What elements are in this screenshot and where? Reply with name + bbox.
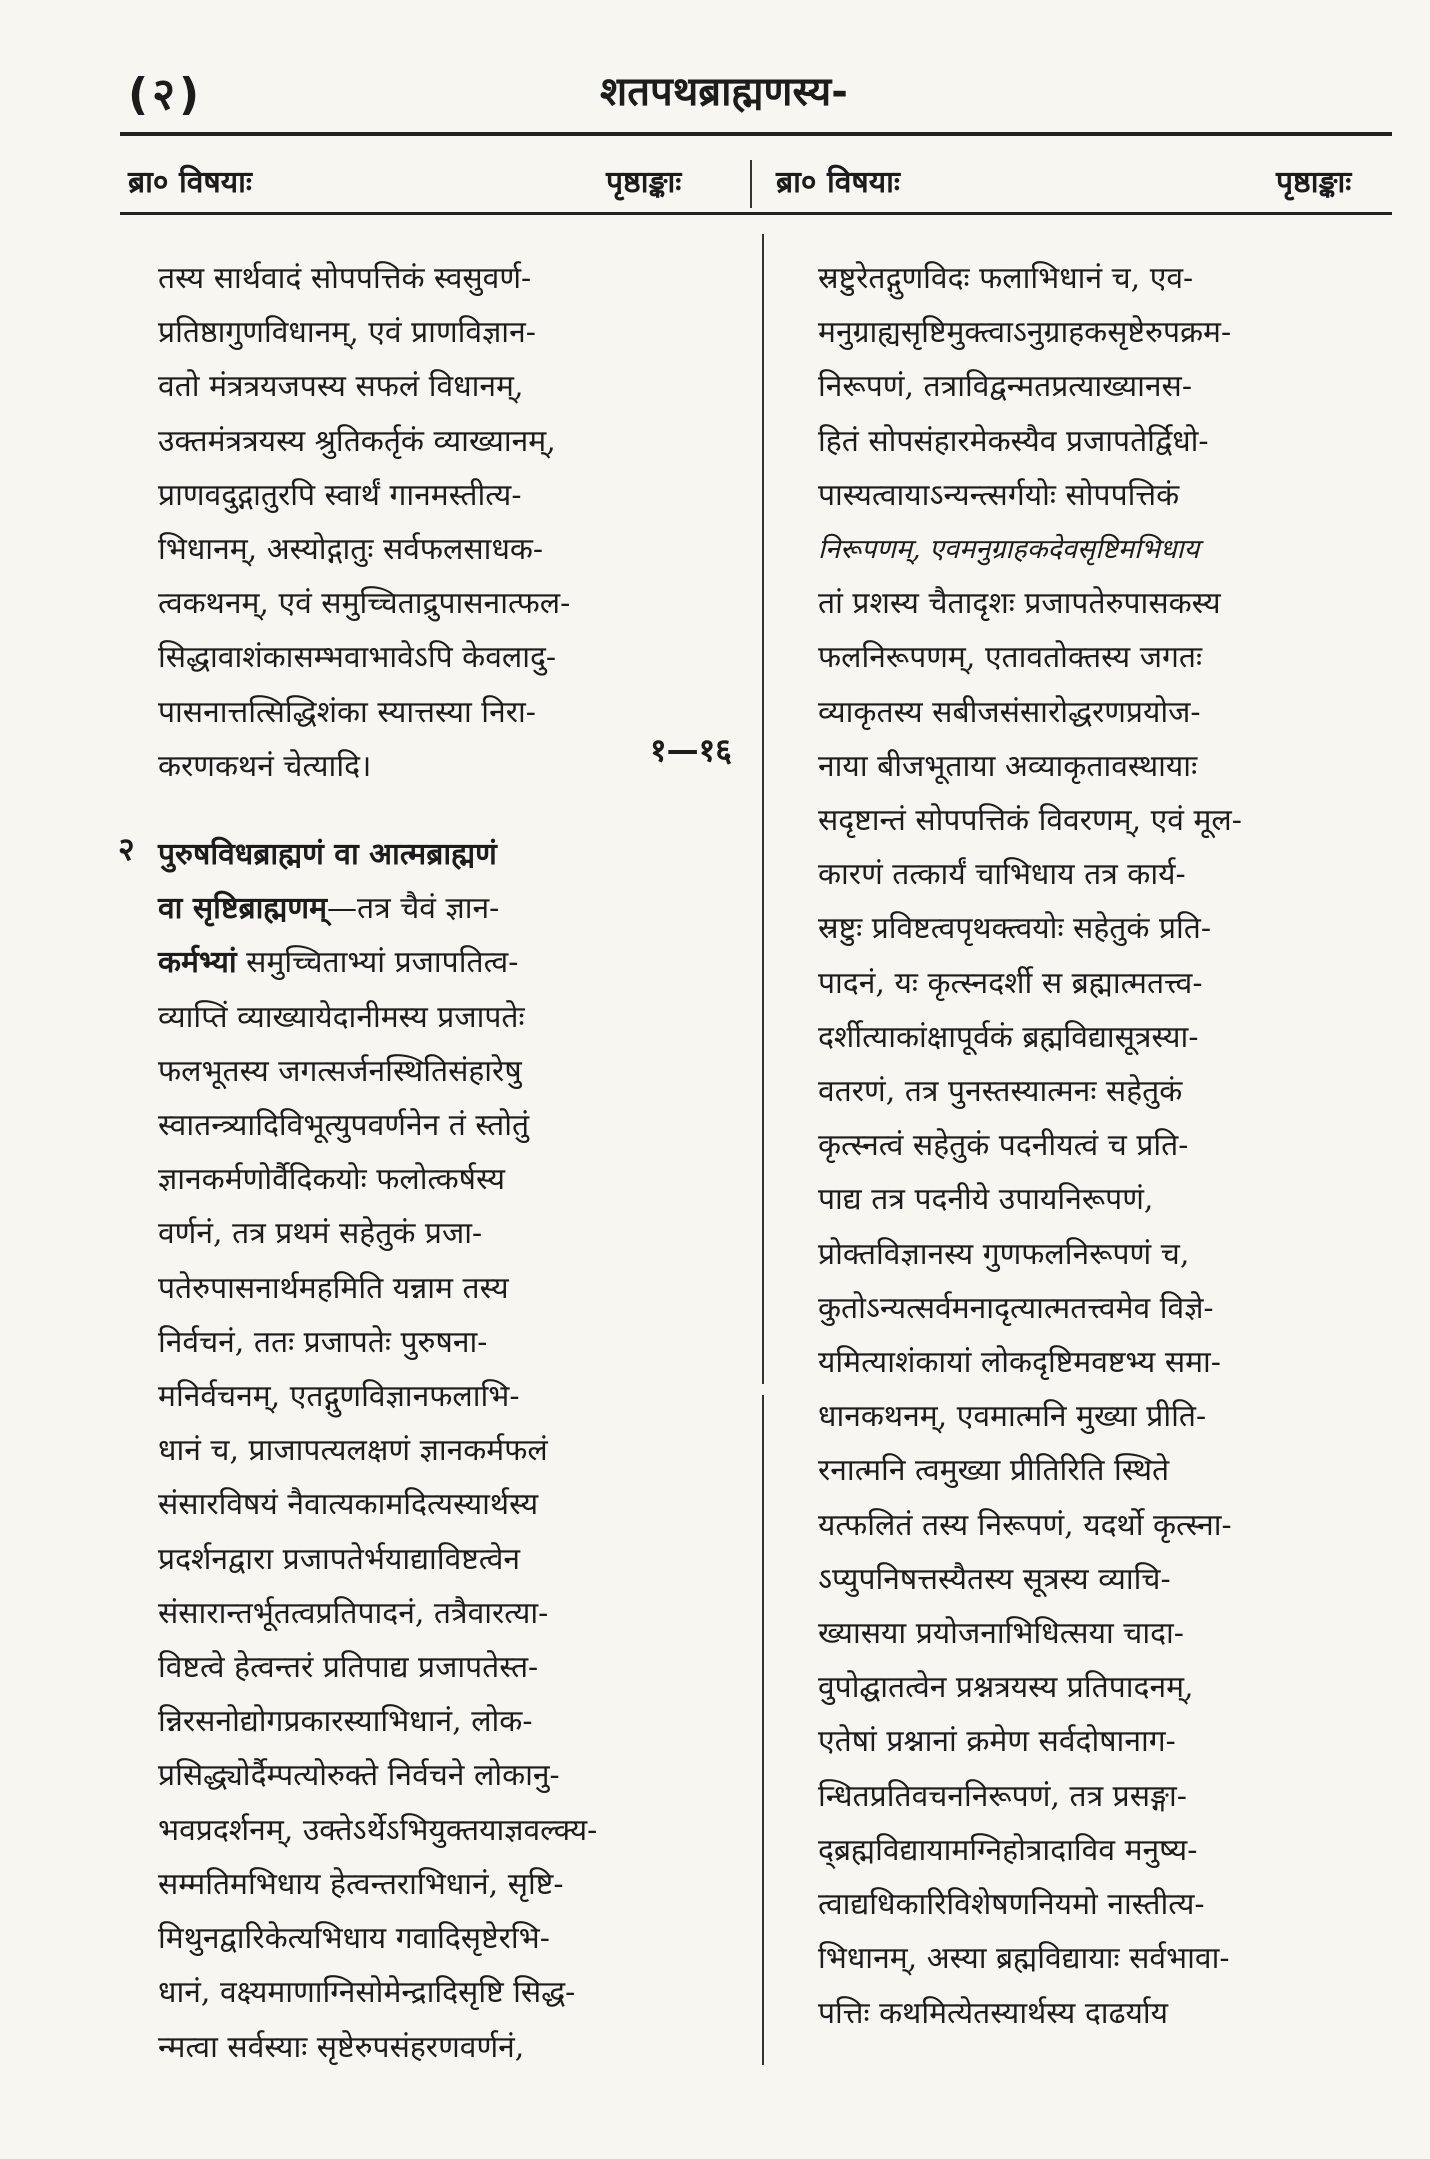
text-line: उक्तमंत्रत्रयस्य श्रुतिकर्तृकं व्याख्यानम्, [158, 423, 556, 459]
section-heading: पुरुषविधब्राह्मणं वा आत्मब्राह्मणं [158, 837, 497, 873]
text-line: फलनिरूपणम्, एतावतोक्तस्य जगतः [818, 640, 1203, 676]
text-line: पादनं, यः कृत्स्नदर्शी स ब्रह्मात्मतत्त्व- [818, 965, 1203, 1001]
right-subject-header: ब्रा० विषयाः [776, 165, 900, 200]
column-divider [762, 234, 764, 1384]
text-line: धानं च, प्राजापत्यलक्षणं ज्ञानकर्मफलं [158, 1433, 548, 1469]
text-fragment: समुच्चिताभ्यां प्रजापतित्व- [236, 945, 519, 981]
text-line: पत्तिः कथमित्येतस्यार्थस्य दाढर्याय [818, 1995, 1169, 2031]
text-line: द्ब्रह्मविद्यायामग्निहोत्रादाविव मनुष्य- [818, 1832, 1198, 1868]
text-line: कृत्स्नत्वं सहेतुकं पदनीयत्वं च प्रति- [818, 1128, 1189, 1164]
text-line: व्याकृतस्य सबीजसंसारोद्धरणप्रयोज- [818, 694, 1201, 730]
text-line: प्रसिद्ध्योर्दैम्पत्योरुक्ते निर्वचने लोकानु- [158, 1758, 560, 1794]
text-line: पासनात्तत्सिद्धिशंका स्यात्तस्या निरा- [158, 694, 536, 730]
text-line: विष्टत्वे हेत्वन्तरं प्रतिपाद्य प्रजापतेस्त- [158, 1650, 539, 1686]
text-line: सम्मतिमभिधाय हेत्वन्तराभिधानं, सृष्टि- [158, 1866, 564, 1902]
text-line: नाया बीजभूताया अव्याकृतावस्थायाः [818, 748, 1198, 784]
left-subject-header: ब्रा० विषयाः [128, 165, 252, 200]
text-line: प्रोक्तविज्ञानस्य गुणफलनिरूपणं च, [818, 1236, 1190, 1272]
text-line: वुपोद्घातत्वेन प्रश्नत्रयस्य प्रतिपादनम्, [818, 1670, 1194, 1706]
text-line: धानं, वक्ष्यमाणाग्निसोमेन्द्रादिसृष्टि सिद्ध- [158, 1975, 576, 2011]
text-line: न्धितप्रतिवचननिरूपणं, तत्र प्रसङ्गा- [818, 1778, 1187, 1814]
text-line: वर्णनं, तत्र प्रथमं सहेतुकं प्रजा- [158, 1216, 483, 1252]
page-range: १—१६ [650, 731, 732, 769]
text-line: ज्ञानकर्मणोर्वैदिकयोः फलोत्कर्षस्य [158, 1162, 506, 1198]
text-line: निर्वचनं, ततः प्रजापतेः पुरुषना- [158, 1324, 488, 1360]
text-line: स्रष्टुः प्रविष्टत्वपृथक्त्वयोः सहेतुकं प्रति- [818, 911, 1212, 947]
text-line: स्वातन्त्र्यादिविभूत्युपवर्णनेन तं स्तोतुं [158, 1108, 530, 1144]
text-line: तस्य सार्थवादं सोपपत्तिकं स्वसुवर्ण- [158, 261, 532, 296]
text-line: प्रदर्शनद्वारा प्रजापतेर्भयाद्याविष्टत्वेन [158, 1541, 521, 1577]
text-line: भवप्रदर्शनम्, उक्तेऽर्थेऽभियुक्तयाज्ञवल्क्य- [158, 1812, 598, 1848]
text-line: पास्यत्वायाऽन्यन्त्सर्गयोः सोपपत्तिकं [818, 477, 1180, 513]
columns-header-rule [120, 212, 1392, 215]
text-line: एतेषां प्रश्नानां क्रमेण सर्वदोषानाग- [818, 1724, 1176, 1760]
page-title: शतपथब्राह्मणस्य- [600, 69, 848, 115]
text-line: तां प्रशस्य चैतादृशः प्रजापतेरुपासकस्य [818, 586, 1221, 622]
text-line: सिद्धावाशंकासम्भवाभावेऽपि केवलादु- [158, 640, 557, 676]
text-line: यत्फलितं तस्य निरूपणं, यदर्थो कृत्स्ना- [818, 1507, 1232, 1543]
bold-term: कर्मभ्यां [158, 945, 237, 981]
text-line: मनुग्राह्यसृष्टिमुक्त्वाऽनुग्राहकसृष्टेरुपक्रम- [818, 315, 1232, 351]
text-line: मिथुनद्वारिकेत्यभिधाय गवादिसृष्टेरभि- [158, 1921, 550, 1957]
text-line: पाद्य तत्र पदनीये उपायनिरूपणं, [818, 1182, 1154, 1218]
page-number: (२) [128, 69, 204, 120]
header-divider [750, 160, 752, 208]
text-line: न्मत्वा सर्वस्याः सृष्टेरुपसंहरणवर्णनं, [158, 2029, 525, 2065]
text-line [158, 882, 613, 936]
text-line: भिधानम्, अस्या ब्रह्मविद्यायाः सर्वभावा- [818, 1941, 1230, 1977]
text-line: मनिर्वचनम्, एतद्गुणविज्ञानफलाभि- [158, 1379, 520, 1415]
text-line: न्निरसनोद्योगप्रकारस्याभिधानं, लोक- [158, 1704, 533, 1740]
text-line: निरूपणम्, एवमनुग्राहकदेवसृष्टिमभिधाय [818, 534, 1200, 566]
text-line: वतो मंत्रत्रयजपस्य सफलं विधानम्, [158, 369, 524, 405]
text-line: व्याप्तिं व्याख्यायेदानीमस्य प्रजापतेः [158, 999, 525, 1035]
text-line: सदृष्टान्तं सोपपत्तिकं विवरणम्, एवं मूल- [818, 803, 1242, 839]
text-line: दर्शीत्याकांक्षापूर्वकं ब्रह्मविद्यासूत्रस्या- [818, 1019, 1199, 1055]
left-column [158, 252, 613, 2075]
text-line: प्रतिष्ठागुणविधानम्, एवं प्राणविज्ञान- [158, 315, 536, 351]
text-line: फलभूतस्य जगत्सर्जनस्थितिसंहारेषु [158, 1053, 522, 1089]
section-2-text [158, 828, 613, 2075]
text-line: यमित्याशंकायां लोकदृष्टिमवष्टभ्य समा- [818, 1345, 1221, 1381]
text-line: ख्यासया प्रयोजनाभिधित्सया चादा- [818, 1616, 1184, 1652]
text-line: स्रष्टुरेतद्गुणविदः फलाभिधानं च, एव- [818, 261, 1194, 296]
text-line: संसारान्तर्भूतत्वप्रतिपादनं, तत्रैवारत्या- [158, 1595, 549, 1631]
text-line: भिधानम्, अस्योद्गातुः सर्वफलसाधक- [158, 532, 544, 568]
text-line: हितं सोपसंहारमेकस्यैव प्रजापतेर्द्विधो- [818, 423, 1209, 459]
text-line: वतरणं, तत्र पुनस्तस्यात्मनः सहेतुकं [818, 1074, 1183, 1110]
text-line: कारणं तत्कार्यं चाभिधाय तत्र कार्य- [818, 857, 1186, 893]
text-line: त्वाद्यधिकारिविशेषणनियमो नास्तीत्य- [818, 1887, 1205, 1923]
text-line [158, 936, 613, 990]
column-divider-lower [762, 1395, 764, 2065]
text-line: निरूपणं, तत्राविद्वन्मतप्रत्याख्यानस- [818, 369, 1192, 405]
section-number: २ [118, 830, 135, 868]
section-1-text [158, 252, 613, 794]
left-page-header: पृष्ठाङ्काः [606, 165, 682, 200]
right-column [818, 252, 1290, 2041]
text-line: त्वकथनम्, एवं समुच्चिताद्रुपासनात्फल- [158, 586, 571, 622]
text-line: करणकथनं चेत्यादि। [158, 748, 372, 784]
section-heading-end: वा सृष्टिब्राह्मणम् [158, 891, 328, 927]
text-line: पतेरुपासनार्थमहमिति यन्नाम तस्य [158, 1270, 509, 1306]
header-rule [120, 132, 1392, 136]
text-fragment: —तत्र चैवं ज्ञान- [327, 891, 500, 927]
text-line: कुतोऽन्यत्सर्वमनादृत्यात्मतत्त्वमेव विज्ञे- [818, 1290, 1214, 1326]
text-line: रनात्मनि त्वमुख्या प्रीतिरिति स्थिते [818, 1453, 1170, 1489]
right-page-header: पृष्ठाङ्काः [1276, 165, 1352, 200]
text-line: ऽप्युपनिषत्तस्यैतस्य सूत्रस्य व्याचि- [818, 1561, 1171, 1597]
text-line: धानकथनम्, एवमात्मनि मुख्या प्रीति- [818, 1399, 1207, 1435]
text-line: संसारविषयं नैवात्यकामदित्यस्यार्थस्य [158, 1487, 539, 1523]
text-line: प्राणवदुद्गातुरपि स्वार्थं गानमस्तीत्य- [158, 477, 522, 513]
